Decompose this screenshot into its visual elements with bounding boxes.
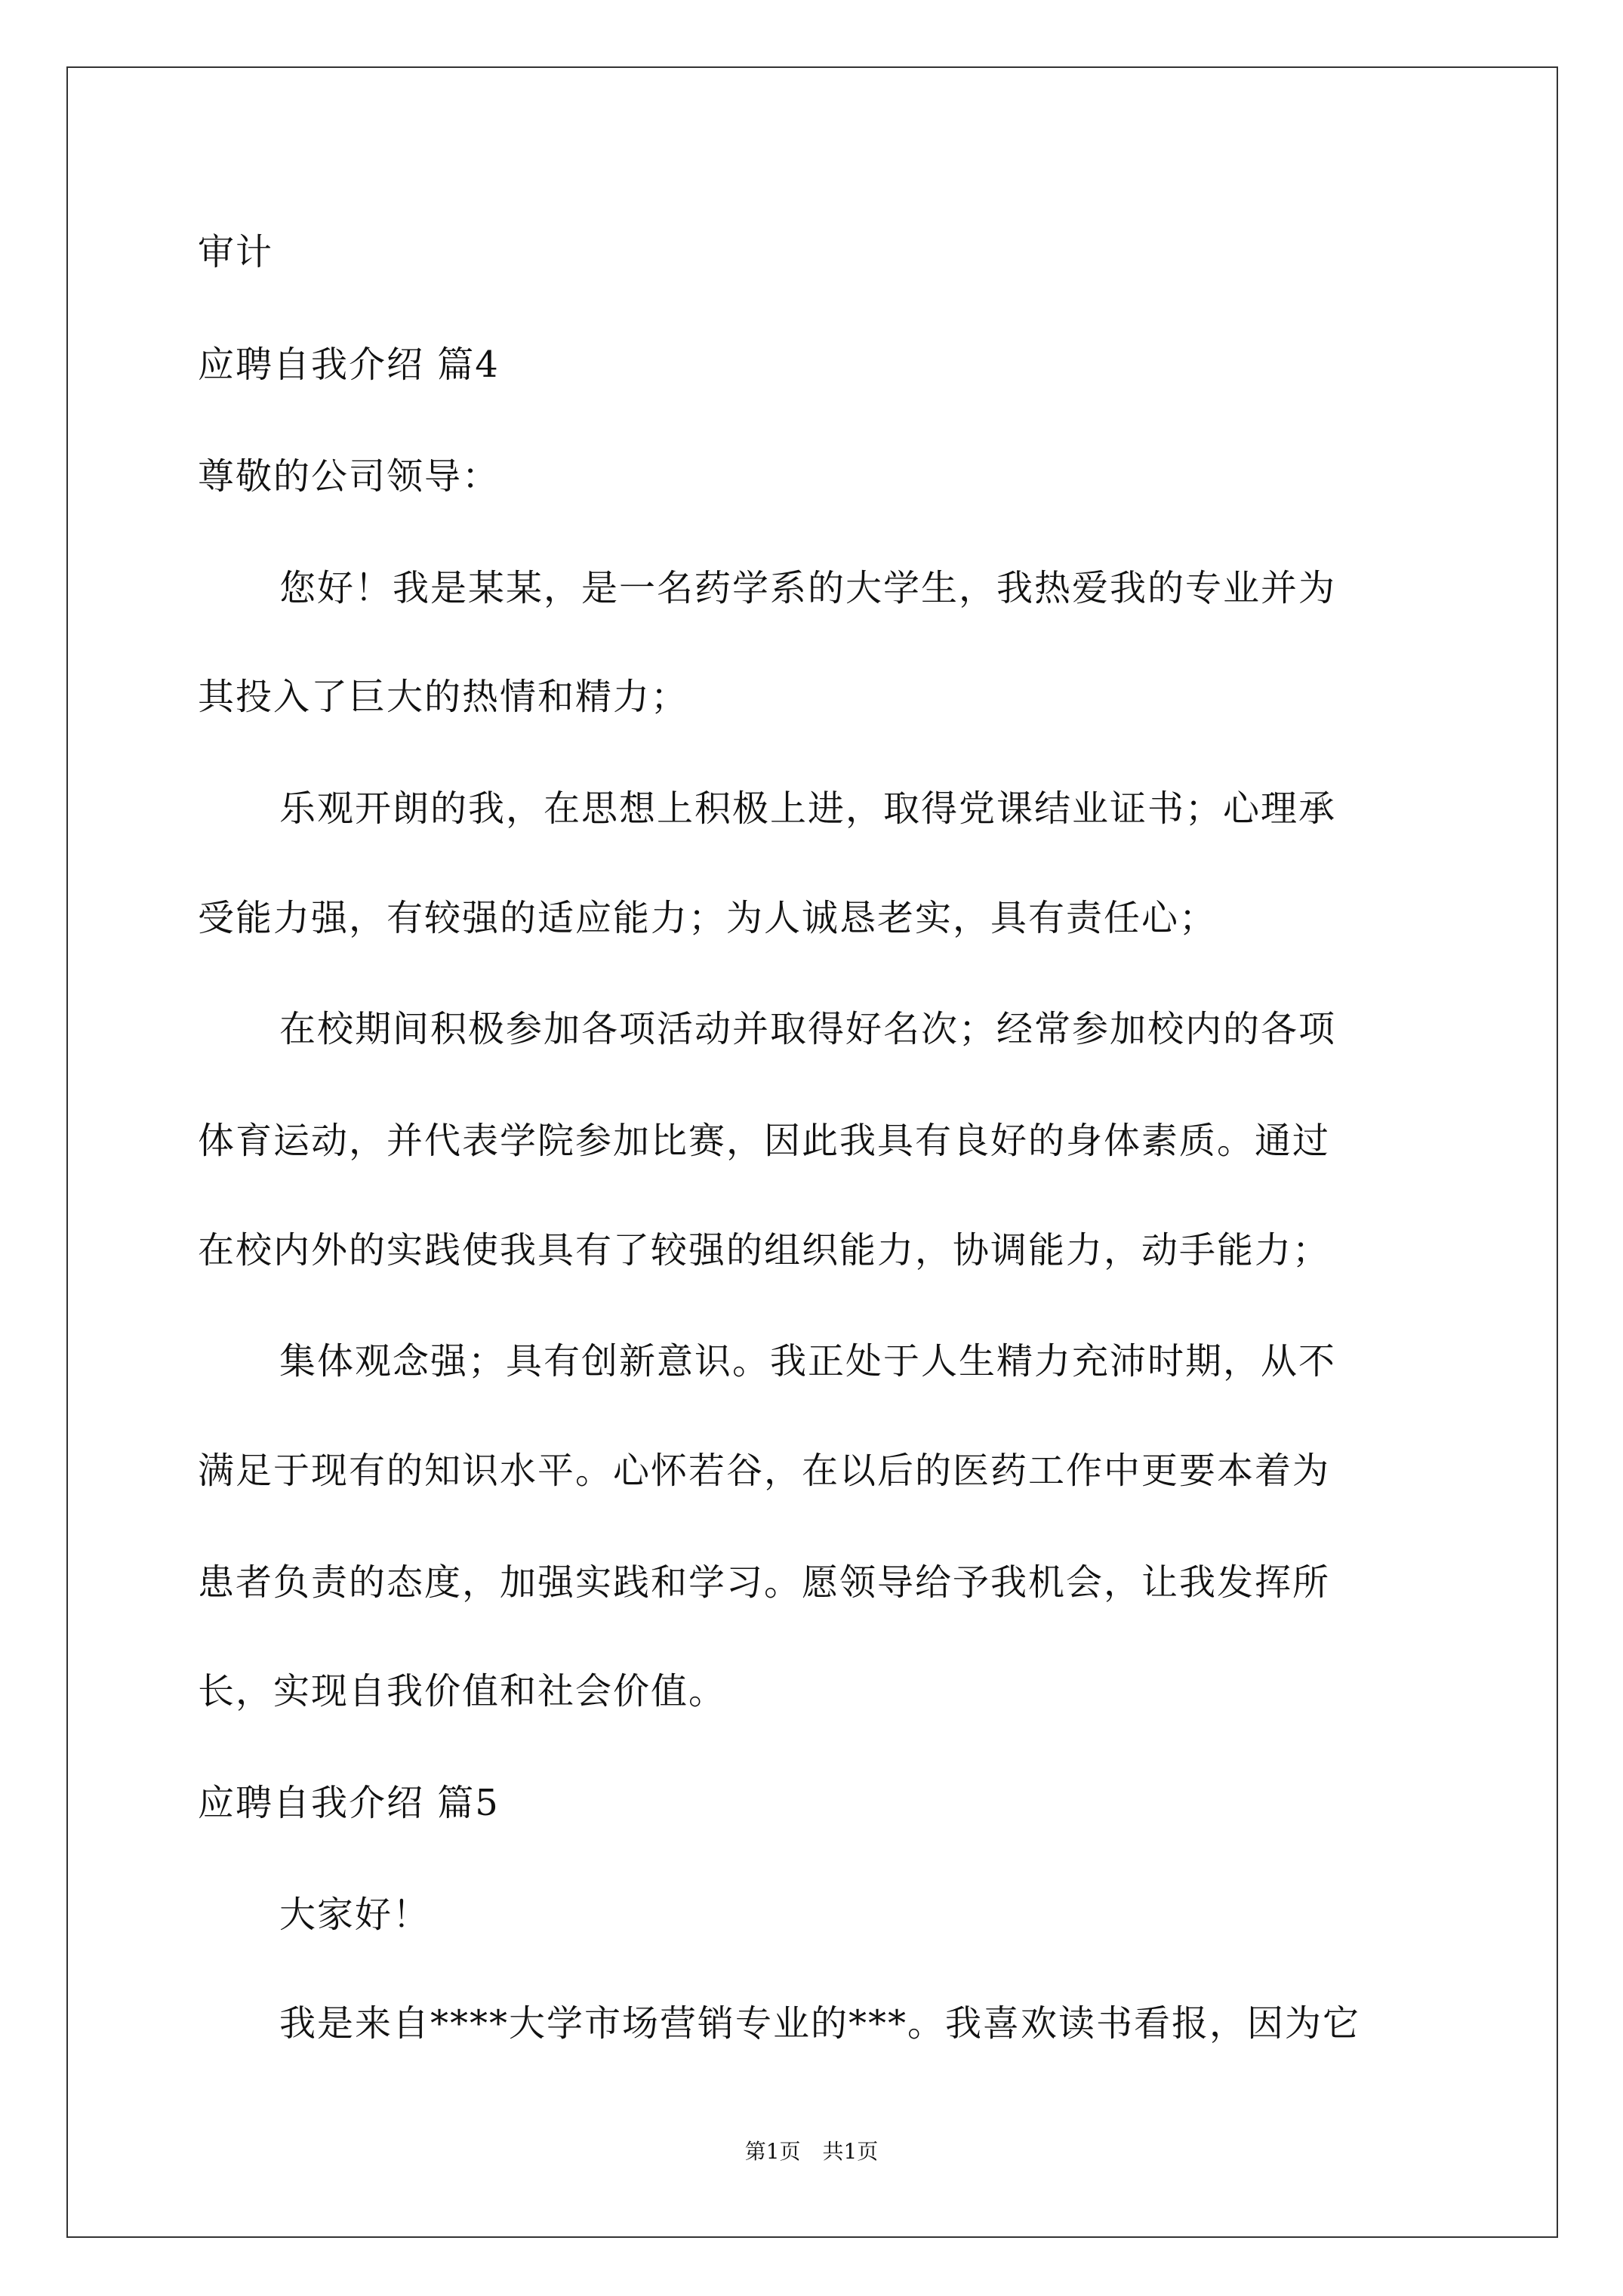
page-total: 共1页 <box>822 2139 879 2164</box>
paragraph-line: 乐观开朗的我，在思想上积极上进，取得党课结业证书；心理承 <box>279 787 1337 830</box>
paragraph-line: 其投入了巨大的热情和精力； <box>198 676 689 718</box>
paragraph-line: 集体观念强；具有创新意识。我正处于人生精力充沛时期，从不 <box>279 1340 1337 1382</box>
paragraph-line: 在校内外的实践使我具有了较强的组织能力，协调能力，动手能力； <box>198 1229 1331 1271</box>
section-heading-part-4: 应聘自我介绍 篇4 <box>198 344 500 386</box>
paragraph-line: 体育运动，并代表学院参加比赛，因此我具有良好的身体素质。通过 <box>198 1120 1331 1162</box>
paragraph-line: 我是来自****大学市场营销专业的***。我喜欢读书看报，因为它 <box>279 2002 1361 2045</box>
page-number: 第1页 <box>744 2139 801 2164</box>
paragraph-line: 受能力强，有较强的适应能力；为人诚恳老实，具有责任心； <box>198 897 1218 939</box>
section-heading-part-5: 应聘自我介绍 篇5 <box>198 1782 500 1824</box>
paragraph-line: 您好！我是某某，是一名药学系的大学生，我热爱我的专业并为 <box>279 567 1337 609</box>
paragraph-line: 满足于现有的知识水平。心怀若谷，在以后的医药工作中更要本着为 <box>198 1450 1331 1492</box>
paragraph-line: 患者负责的态度，加强实践和学习。愿领导给予我机会，让我发挥所 <box>198 1561 1331 1604</box>
greeting: 大家好！ <box>279 1894 431 1936</box>
paragraph-line: 长，实现自我价值和社会价值。 <box>198 1670 727 1712</box>
page-footer <box>0 2138 1623 2165</box>
section-heading-audit: 审计 <box>198 231 274 273</box>
paragraph-line: 在校期间积极参加各项活动并取得好名次；经常参加校内的各项 <box>279 1008 1337 1050</box>
salutation: 尊敬的公司领导： <box>198 455 500 498</box>
